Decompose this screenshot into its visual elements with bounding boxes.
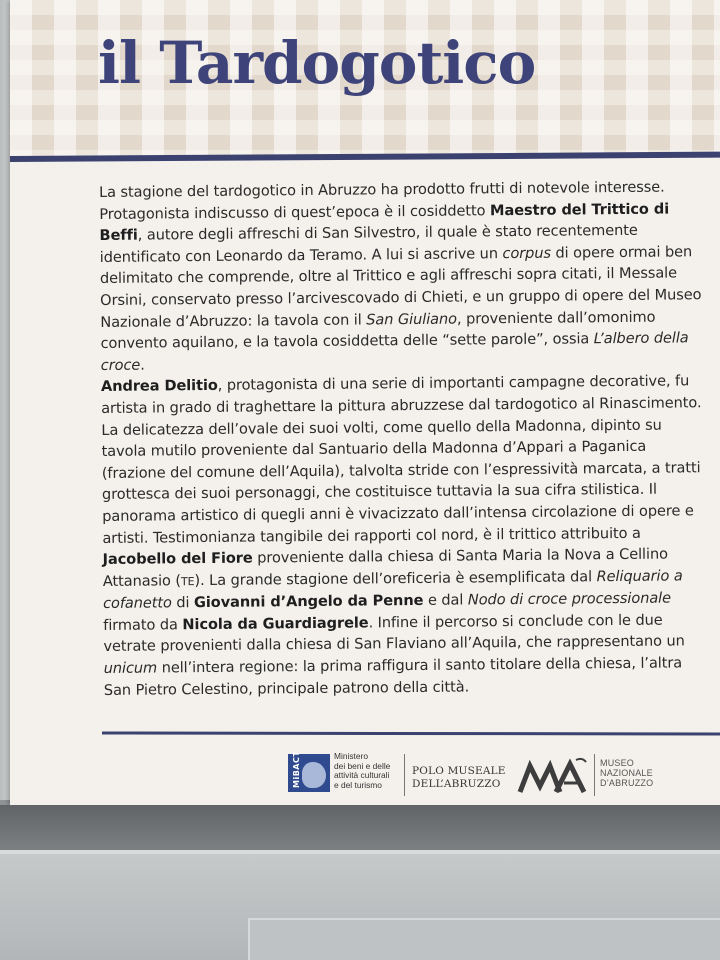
italic-term: Nodo di croce processionale [467,589,672,609]
text-run: , protagonista di una serie di importanti campagne decorative, fu artista in grado di traghettare la pittura abruzzese dal tardogotico al Rinascimento. La delicatezza dell’ovale dei suoi volti, come quello della Madonna, dipinto su tavola mutilo proveniente dal Santuario della Madonna d’Appari a Paganica (frazione del comune dell’Aquila), talvolta stride con l’espressività marcata, a tratti grottesca dei suoi personaggi, che costituisce tuttavia la sua cifra stilistica. Il panorama artistico di quegli anni è vivacizzato dall’intensa circolazione di opere e artisti. Testimonianza tangibile dei rapporti col nord, è il trittico attribuito a [101,372,702,547]
italic-term: unicum [103,659,158,678]
polo-line: DELL’ABRUZZO [412,778,501,790]
text-run: di [171,594,195,612]
italy-map-icon [302,762,326,788]
mibact-emblem [288,750,330,792]
bold-name: Nicola da Guardiagrele [182,614,369,634]
paragraph-1 [99,176,707,376]
ministero-line: dei beni e delle [334,760,391,771]
display-case-panel [248,918,720,960]
text-run: . Infine il percorso si conclude con le due vetrate provenienti dalla chiesa di San Flaviano all’Aquila, che rappresentano un [103,611,685,656]
museo-line: D’ABRUZZO [600,778,654,788]
muna-a-shape [556,764,584,792]
province-abbr: TE [180,574,195,588]
italic-term: L’albero della croce [100,329,689,374]
italic-term: corpus [502,244,552,262]
text-run: ). La grande stagione dell’oreficeria è esemplificata dal [194,567,597,589]
paragraph-2 [101,371,710,702]
polo-line: POLO MUSEALE [412,765,506,777]
text-run: e dal [423,591,468,610]
muna-accent [576,759,586,762]
text-run: proveniente dalla chiesa di Santa Maria la Nova a Cellino Attanasio ( [102,545,668,590]
text-run: nell’intera regione: la prima raffigura il santo titolare della chiesa, l’altra San Pietro Celestino, principale patrono della città. [103,654,683,699]
text-run: . [140,356,145,374]
ministero-line: e del turismo [334,779,382,790]
text-run: , autore degli affreschi di San Silvestro, il quale è stato recentemente identificato con Leonardo da Teramo. A lui si ascrive un [99,222,638,266]
logo-separator [404,754,405,796]
bold-name: Jacobello del Fiore [102,549,253,569]
italic-term: San Giuliano [366,310,458,329]
panel-shadow [0,805,720,850]
muna-m-shape [520,766,560,792]
bold-name: Maestro del Trittico di Beffi [99,200,670,245]
museo-nazionale-text [600,758,670,788]
text-run: di opere ormai ben delimitato che comprende, oltre al Trittico e agli affreschi sopra citati, il Messale Orsini, conservato presso l’arcivescovado di Chieti, e un gruppo di opere del Museo Nazionale d’Abruzzo: la tavola con il [99,243,702,331]
ministero-text [334,752,406,790]
panel-title: il Tardogotico [98,29,536,97]
text-run: firmato da [103,616,183,634]
muna-mark-label: MuNA [519,761,522,762]
ministero-line: Ministero [334,751,368,761]
display-case-edge [0,850,720,854]
museo-line: MUSEO [600,758,635,768]
mibact-logo [288,752,406,796]
logo-separator [594,754,595,796]
panel-body-text [99,176,710,701]
bold-name: Andrea Delitio [100,377,218,396]
museo-line: NAZIONALE [600,768,653,778]
ministero-line: attività culturali [334,770,390,781]
muna-logo [516,756,596,796]
mibact-mark-text: MiBACT [292,750,301,788]
italic-term: Reliquario a cofanetto [102,567,683,613]
text-run: , proveniente dall’omonimo convento aquilano, e la tavola cosiddetta delle “sette parole”, ossia [100,308,656,353]
bold-name: Giovanni d’Angelo da Penne [193,592,424,612]
footer-divider [102,731,720,735]
text-run: La stagione del tardogotico in Abruzzo ha prodotto frutti di notevole interesse. Protagonista indiscusso di quest’epoca è il cosiddetto [99,178,665,223]
polo-museale-logo [412,765,506,791]
museum-panel [10,0,720,805]
